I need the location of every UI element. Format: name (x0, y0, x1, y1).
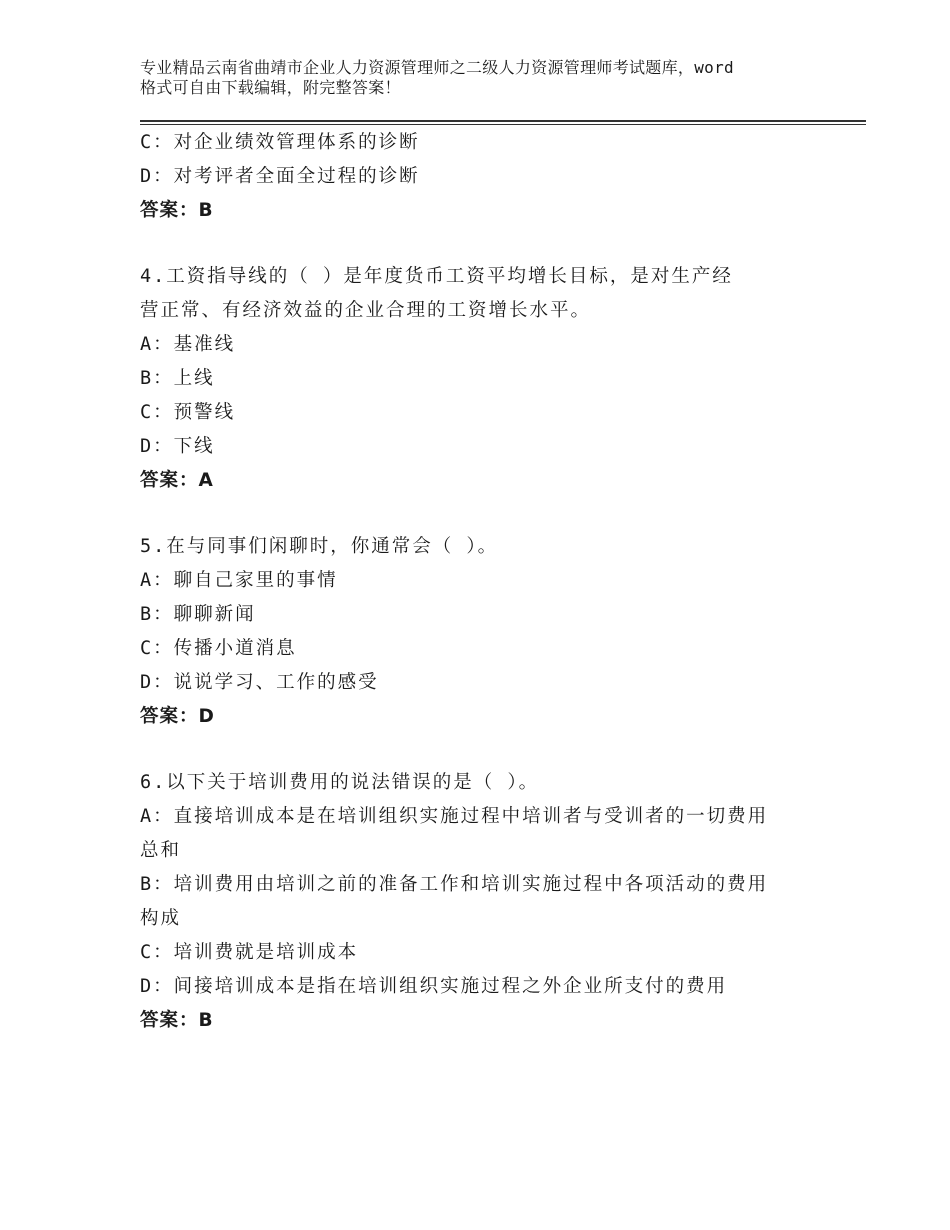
question-3-tail (140, 126, 820, 228)
q3-option-d: D：对考评者全面全过程的诊断 (140, 166, 420, 187)
q5-option-c: C：传播小道消息 (140, 638, 297, 659)
q6-option-a-line-2: 总和 (140, 840, 182, 861)
question-list (140, 126, 820, 1038)
q6-option-b-line-1: B：培训费用由培训之前的准备工作和培训实施过程中各项活动的费用 (140, 874, 769, 895)
q4-stem-line-1: 4.工资指导线的（ ）是年度货币工资平均增长目标，是对生产经 (140, 266, 733, 287)
question-6 (140, 766, 820, 1038)
header-divider (140, 120, 866, 122)
q5-answer: 答案：D (140, 706, 215, 727)
header-divider-thin (140, 124, 866, 125)
q5-option-a: A：聊自己家里的事情 (140, 570, 338, 591)
q4-answer: 答案：A (140, 470, 214, 491)
question-4 (140, 260, 820, 498)
q4-option-c: C：预警线 (140, 402, 236, 423)
document-header (140, 58, 840, 98)
q4-option-d: D：下线 (140, 436, 215, 457)
q5-stem-line-1: 5.在与同事们闲聊时，你通常会（ ）。 (140, 536, 499, 557)
header-title-line-2: 格式可自由下载编辑，附完整答案！ (140, 78, 401, 97)
q3-answer: 答案：B (140, 200, 214, 221)
question-5 (140, 530, 820, 734)
q4-option-b: B：上线 (140, 368, 215, 389)
q6-option-c: C：培训费就是培训成本 (140, 942, 359, 963)
q5-option-d: D：说说学习、工作的感受 (140, 672, 379, 693)
q6-answer: 答案：B (140, 1010, 214, 1031)
q5-option-b: B：聊聊新闻 (140, 604, 256, 625)
q3-option-c: C：对企业绩效管理体系的诊断 (140, 132, 420, 153)
header-title-line-1: 专业精品云南省曲靖市企业人力资源管理师之二级人力资源管理师考试题库，word (140, 58, 734, 77)
q6-stem-line-1: 6.以下关于培训费用的说法错误的是（ ）。 (140, 772, 540, 793)
q4-option-a: A：基准线 (140, 334, 236, 355)
q6-option-b-line-2: 构成 (140, 908, 182, 929)
q4-stem-line-2: 营正常、有经济效益的企业合理的工资增长水平。 (140, 300, 592, 321)
q6-option-d: D：间接培训成本是指在培训组织实施过程之外企业所支付的费用 (140, 976, 728, 997)
q6-option-a-line-1: A：直接培训成本是在培训组织实施过程中培训者与受训者的一切费用 (140, 806, 769, 827)
